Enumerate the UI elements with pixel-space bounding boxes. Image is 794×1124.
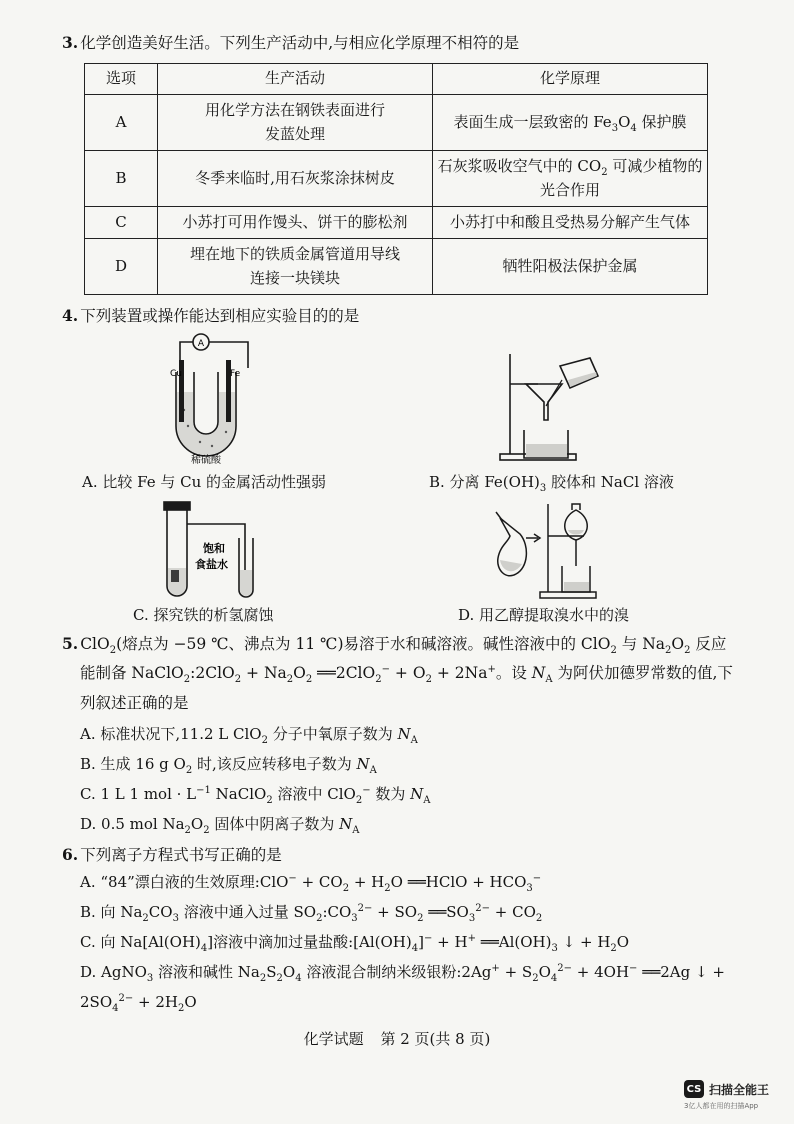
question-5-stem-line-1: 5. ClO$_2$(熔点为 −59 ℃、沸点为 11 ℃)易溶于水和碱溶液。碱性溶液中的 ClO$_2$ 与 $Na_2O_2$ 反应 [62,634,727,657]
question-3-stem: 3. 化学创造美好生活。下列生产活动中,与相应化学原理不相符的是 [62,33,520,52]
table-row [85,239,708,295]
figure-d-extraction [488,496,603,601]
row-option: B [85,151,158,207]
table-row [85,151,708,207]
question-6-option-a: A. “84”漂白液的生效原理:ClO− + $CO_2 + H_2O$ ══HClO + $HCO_3^-$ [80,873,542,894]
row-principle: 牺牲阳极法保护金属 [433,239,708,295]
header-option: 选项 [85,64,158,95]
table-row [85,207,708,239]
option-a-caption: A. 比较 Fe 与 Cu 的金属活动性强弱 [82,473,327,491]
question-5-option-b: B. 生成 16 g $O_2$ 时,该反应转移电子数为 $N_A$ [80,755,377,776]
page-footer [0,1028,794,1049]
electrode-left-label: Cu [170,369,182,379]
table-row [85,95,708,151]
option-b-caption: B. 分离 $Fe(OH)_3$ 胶体和 NaCl 溶液 [429,473,674,494]
question-6-option-c: C. 向 $Na[Al(OH)_4]$溶液中滴加过量盐酸$:[Al(OH)_4]^- + H^+$ $══Al(OH)_3$ ↓ + $H_2O$ [80,933,630,954]
question-6-stem: 6. 下列离子方程式书写正确的是 [62,845,282,864]
saline-label-1: 饱和 [203,542,225,555]
saline-label-2: 食盐水 [195,558,228,571]
row-activity: 小苏打可用作馒头、饼干的膨松剂 [158,207,433,239]
header-principle: 化学原理 [433,64,708,95]
ammeter-label: A [197,339,205,349]
question-6-option-b: B. 向 $Na_2CO_3$ 溶液中通入过量 $SO_2:CO_3^{2-} + SO_2$ $══SO_3^{2-} + CO_2$ [80,903,543,924]
row-principle: 表面生成一层致密的 $Fe_3O_4$ 保护膜 [433,95,708,151]
footer-subject: 化学试题 [303,1030,364,1048]
camscanner-title: 扫描全能王 [709,1082,770,1097]
question-3-table [84,63,708,295]
figure-a-galvanic-cell [160,330,270,465]
question-5-stem-line-3: 列叙述正确的是 [80,694,189,712]
option-c-caption: C. 探究铁的析氢腐蚀 [133,606,274,624]
row-option: C [85,207,158,239]
question-5-option-c: C. 1 L 1 mol · $L^{-1}$ NaClO$_2$ 溶液中 ClO$_2$− 数为 $N_A$ [80,785,431,806]
question-5-option-d: D. 0.5 mol $Na_2O_2$ 固体中阴离子数为 $N_A$ [80,815,360,836]
row-activity: 用化学方法在钢铁表面进行 发蓝处理 [158,95,433,151]
header-activity: 生产活动 [158,64,433,95]
question-6-option-d-line-2: $2SO_4^{2-} + 2H_2O$ [80,993,197,1014]
row-activity: 冬季来临时,用石灰浆涂抹树皮 [158,151,433,207]
row-activity: 埋在地下的铁质金属管道用导线 连接一块镁块 [158,239,433,295]
row-principle: 石灰浆吸收空气中的 $CO_2$ 可减少植物的 光合作用 [433,151,708,207]
row-principle: 小苏打中和酸且受热易分解产生气体 [433,207,708,239]
row-option: A [85,95,158,151]
question-4-stem: 4. 下列装置或操作能达到相应实验目的的是 [62,306,360,325]
acid-label: 稀硫酸 [191,455,221,465]
electrode-right-label: Fe [230,369,241,379]
option-d-caption: D. 用乙醇提取溴水中的溴 [458,606,630,624]
camscanner-logo-icon: CS [684,1080,704,1098]
table-header-row [85,64,708,95]
footer-page-number: 第 2 页(共 8 页) [380,1030,491,1048]
question-5-option-a: A. 标准状况下,11.2 L ClO$_2$ 分子中氧原子数为 $N_A$ [80,725,418,746]
figure-c-corrosion [155,498,275,603]
row-option: D [85,239,158,295]
scanner-watermark [684,1080,769,1098]
camscanner-tagline: 3亿人都在用的扫描App [684,1102,759,1110]
figure-b-filtration [498,336,603,464]
question-6-option-d-line-1: D. AgNO$_3$ 溶液和碱性 $Na_2S_2O_4$ 溶液混合制纳米级银粉:2Ag+ + $S_2O_4^{2-} + 4OH^-$ ══2Ag ↓ + [80,963,725,984]
question-5-stem-line-2: 能制备 NaClO$_2$:2ClO$_2$ + $Na_2O_2$ ══2ClO$_2$− + $O_2 + 2Na^+$。设 $N_A$ 为阿伏加德罗常数的值,下 [80,663,733,686]
